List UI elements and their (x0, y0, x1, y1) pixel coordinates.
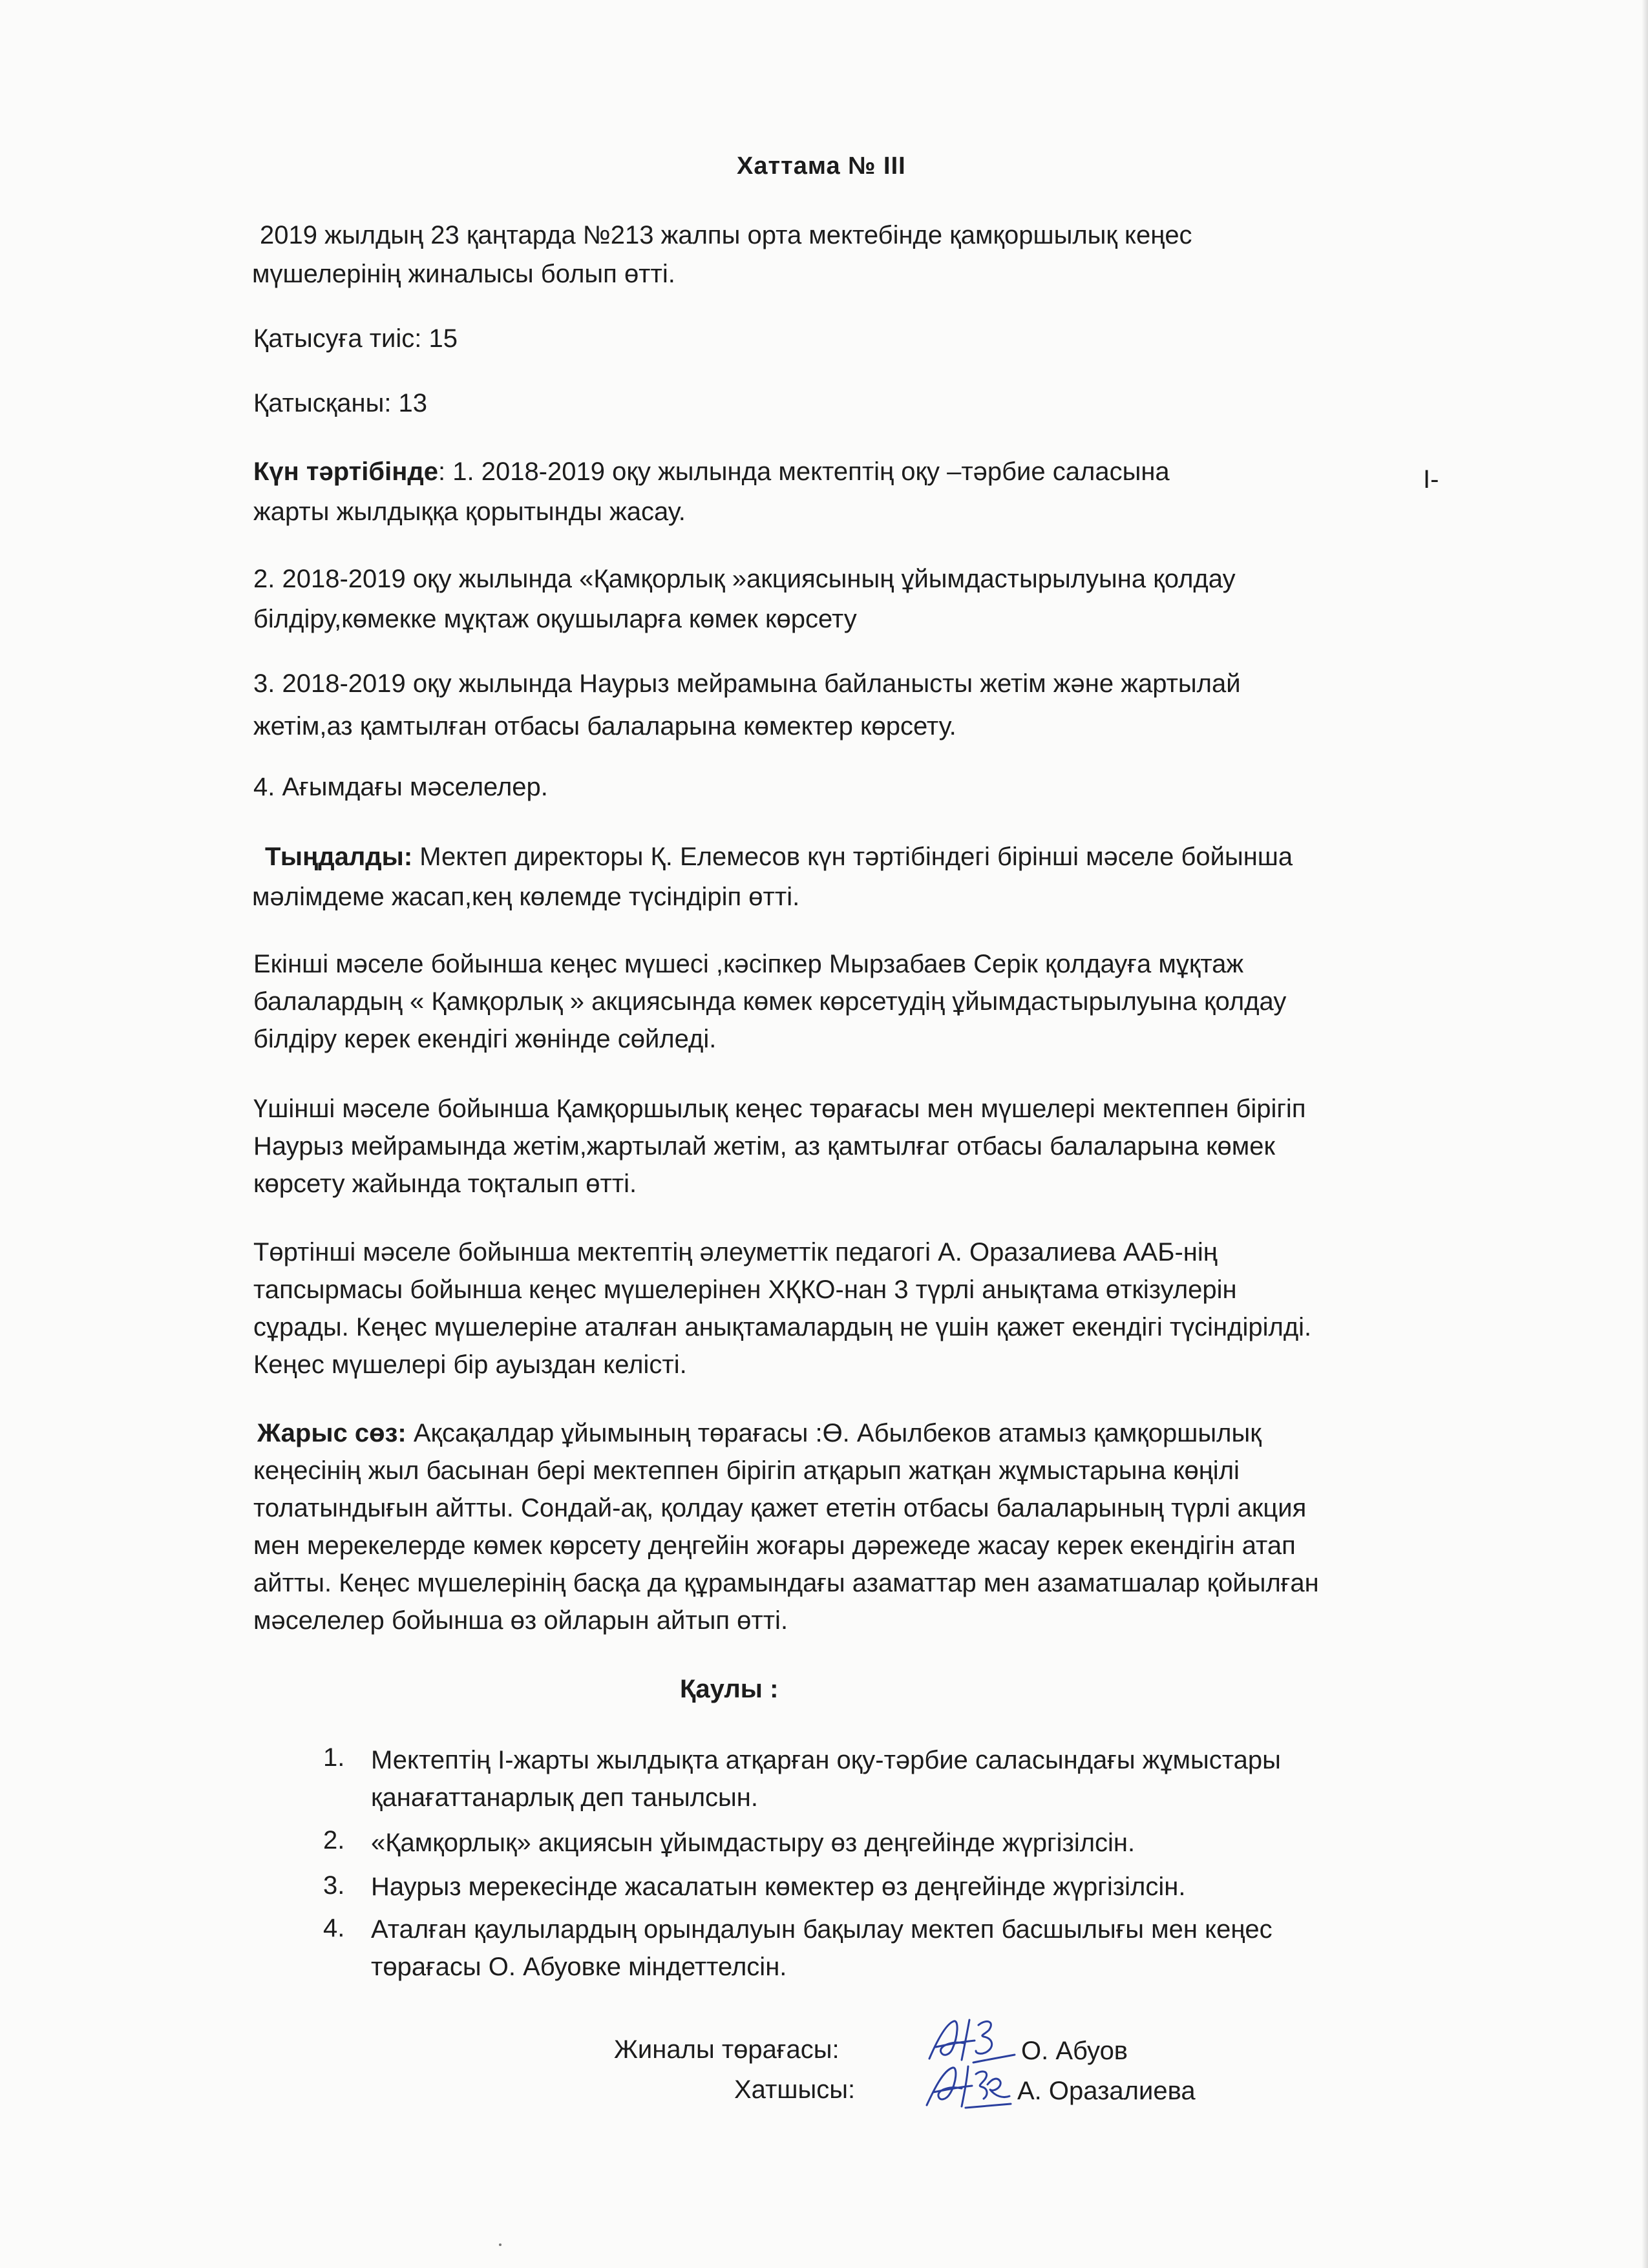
debate-line-2: кеңесінің жыл басынан бері мектеппен бірігіп атқарып жатқан жұмыстарына көңілі (253, 1456, 1240, 1485)
fourth-line-1: Төртінші мәселе бойынша мектептің әлеуметтік педагогі А. Оразалиева ААБ-нің (253, 1238, 1218, 1266)
secretary-name: А. Оразалиева (1017, 2077, 1196, 2105)
second-line-2: балалардың « Қамқорлық » акциясында көмек көрсетудің ұйымдастырылуына қолдау (253, 987, 1287, 1016)
agenda-item-4: 4. Ағымдағы мәселелер. (253, 773, 548, 801)
debate-line-5: айтты. Кеңес мүшелерінің басқа да құрамындағы азаматтар мен азаматшалар қойылған (253, 1569, 1319, 1597)
secretary-signature (920, 2059, 1017, 2110)
third-line-2: Наурыз мейрамында жетім,жартылай жетім, аз қамтылғаг отбасы балаларына көмек (253, 1132, 1275, 1160)
resolution-heading: Қаулы : (680, 1675, 779, 1703)
attendance-actual: Қатысқаны: 13 (253, 389, 428, 417)
debate-line-3: толатындығын айтты. Сондай-ақ, қолдау қажет ететін отбасы балаларының түрлі акция (253, 1494, 1307, 1522)
listened-text: Мектеп директоры Қ. Елемесов күн тәртібіндегі бірінші мәселе бойынша (412, 843, 1293, 871)
agenda-item-2-line-2: білдіру,көмекке мұқтаж оқушыларға көмек көрсету (253, 605, 857, 633)
resolution-item-4-num: 4. (323, 1914, 345, 1942)
attendance-due: Қатысуға тиіс: 15 (253, 324, 458, 353)
fourth-line-3: сұрады. Кеңес мүшелеріне аталған анықтамалардың не үшін қажет екендігі түсіндірілді. (253, 1313, 1312, 1341)
resolution-item-1-line-2: қанағаттанарлық деп танылсын. (371, 1783, 759, 1812)
agenda-line-1 (253, 456, 1170, 487)
agenda-item-3-line-2: жетім,аз қамтылған отбасы балаларына көмектер көрсету. (253, 712, 956, 740)
listened-label: Тыңдалды: (265, 843, 413, 871)
intro-line-2: мүшелерінің жиналысы болып өтті. (252, 260, 675, 288)
debate-label: Жарыс сөз: (257, 1419, 407, 1447)
scan-edge-shadow (1642, 0, 1648, 2268)
agenda-item-2-line-1: 2. 2018-2019 оқу жылында «Қамқорлық »акциясының ұйымдастырылуына қолдау (253, 565, 1236, 593)
third-line-1: Үшінші мәселе бойынша Қамқоршылық кеңес төрағасы мен мүшелері мектеппен бірігіп (253, 1095, 1306, 1123)
resolution-item-4-line-2: төрағасы О. Абуовке міндеттелсін. (371, 1953, 787, 1981)
agenda-item-3-line-1: 3. 2018-2019 оқу жылында Наурыз мейрамына байланысты жетім және жартылай (253, 669, 1241, 698)
agenda-item-1-suffix: І- (1423, 465, 1439, 494)
debate-line-6: мәселелер бойынша өз ойларын айтып өтті. (253, 1606, 788, 1635)
listened-line-2: мәлімдеме жасап,кең көлемде түсіндіріп өтті. (252, 883, 800, 911)
resolution-item-3-num: 3. (323, 1871, 345, 1900)
resolution-item-4-line-1: Аталған қаулылардың орындалуын бақылау мектеп басшылығы мен кеңес (371, 1915, 1273, 1944)
agenda-item-1: : 1. 2018-2019 оқу жылында мектептің оқу –тәрбие саласына (438, 457, 1170, 486)
fourth-line-4: Кеңес мүшелері бір ауыздан келісті. (253, 1350, 687, 1379)
resolution-item-1-line-1: Мектептің І-жарты жылдықта атқарған оқу-тәрбие саласындағы жұмыстары (371, 1746, 1281, 1774)
resolution-item-1-num: 1. (323, 1743, 345, 1772)
resolution-item-2-num: 2. (323, 1826, 345, 1854)
second-line-3: білдіру керек екендігі жөнінде сөйледі. (253, 1025, 717, 1053)
debate-line-4: мен мерекелерде көмек көрсету деңгейін жоғары дәрежеде жасау керек екендігін атап (253, 1531, 1296, 1560)
secretary-label: Хатшысы: (734, 2075, 856, 2104)
chair-name: О. Абуов (1021, 2037, 1128, 2065)
resolution-item-2-line-1: «Қамқорлық» акциясын ұйымдастыру өз деңгейінде жүргізілсін. (371, 1829, 1136, 1857)
scan-speck (499, 2243, 502, 2246)
second-line-1: Екінші мәселе бойынша кеңес мүшесі ,кәсіпкер Мырзабаев Серік қолдауға мұқтаж (253, 950, 1244, 978)
chair-label: Жиналы төрағасы: (614, 2035, 840, 2064)
agenda-label: Күн тәртібінде (253, 457, 438, 486)
resolution-item-3-line-1: Наурыз мерекесінде жасалатын көмектер өз деңгейінде жүргізілсін. (371, 1873, 1186, 1901)
debate-text: Ақсақалдар ұйымының төрағасы :Ө. Абылбеков атамыз қамқоршылық (406, 1419, 1262, 1447)
listened-line-1 (265, 841, 1293, 872)
debate-line-1 (257, 1418, 1262, 1449)
agenda-item-1-cont: жарты жылдыққа қорытынды жасау. (253, 498, 686, 526)
document-title: Хаттама № III (737, 152, 906, 180)
fourth-line-2: тапсырмасы бойынша кеңес мүшелерінен ХҚКО-нан 3 түрлі анықтама өткізулерін (253, 1276, 1237, 1304)
third-line-3: көрсету жайында тоқталып өтті. (253, 1170, 637, 1198)
intro-line-1: 2019 жылдың 23 қаңтарда №213 жалпы орта мектебінде қамқоршылық кеңес (260, 221, 1192, 249)
